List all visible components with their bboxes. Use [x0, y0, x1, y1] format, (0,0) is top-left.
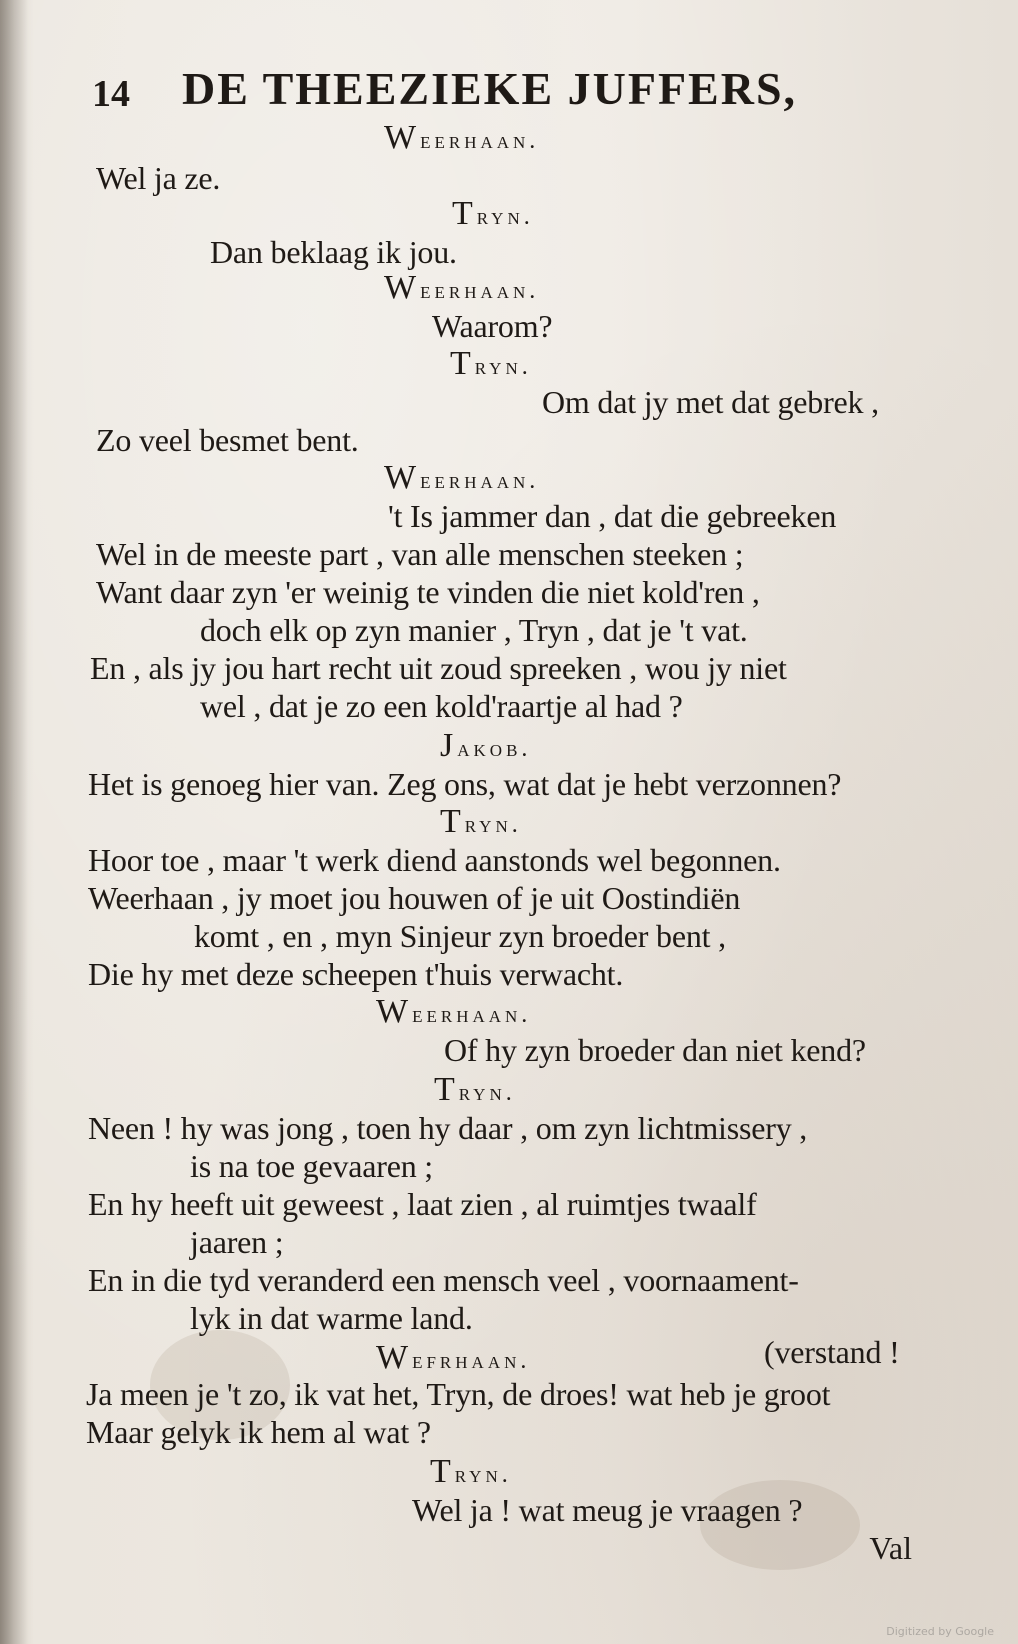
verse-line: Waarom?: [432, 308, 553, 344]
verse-line: En in die tyd veranderd een mensch veel , voornaament-: [88, 1262, 799, 1298]
verse-line: Neen ! hy was jong , toen hy daar , om zyn lichtmissery ,: [88, 1110, 808, 1146]
verse-line: Hoor toe , maar 't werk diend aanstonds wel begonnen.: [88, 842, 781, 878]
speaker-label: Weerhaan.: [384, 119, 540, 156]
verse-line: is na toe gevaaren ;: [190, 1148, 434, 1184]
verse-line: 't Is jammer dan , dat die gebreeken: [388, 498, 837, 534]
verse-line: Of hy zyn broeder dan niet kend?: [444, 1032, 866, 1068]
verse-line: Ja meen je 't zo, ik vat het, Tryn, de droes! wat heb je groot: [86, 1376, 831, 1412]
catchword: Val: [869, 1530, 912, 1566]
speaker-label: Weerhaan.: [384, 269, 540, 306]
speaker-label: Tryn.: [434, 1071, 516, 1108]
verse-line: En hy heeft uit geweest , laat zien , al ruimtjes twaalf: [88, 1186, 757, 1222]
speaker-label: Jakob.: [440, 727, 532, 764]
verse-line: Wel ja ze.: [96, 160, 221, 196]
digitization-watermark: Digitized by Google: [886, 1625, 994, 1638]
verse-line: komt , en , myn Sinjeur zyn broeder bent ,: [194, 918, 726, 954]
speaker-label: Tryn.: [450, 345, 532, 382]
verse-line-overflow: (verstand !: [764, 1334, 900, 1370]
speaker-label: Weerhaan.: [376, 993, 532, 1030]
speaker-label: Wefrhaan.: [376, 1339, 531, 1376]
verse-line: lyk in dat warme land.: [190, 1300, 473, 1336]
running-title: DE THEEZIEKE JUFFERS,: [182, 63, 798, 114]
speaker-label: Tryn.: [430, 1453, 512, 1490]
speaker-label: Tryn.: [440, 803, 522, 840]
verse-line: Want daar zyn 'er weinig te vinden die niet kold'ren ,: [96, 574, 760, 610]
speaker-label: Weerhaan.: [384, 459, 540, 496]
verse-line: Weerhaan , jy moet jou houwen of je uit Oostindiën: [88, 880, 741, 916]
verse-line: Dan beklaag ik jou.: [210, 234, 457, 270]
verse-line: wel , dat je zo een kold'raartje al had ?: [200, 688, 683, 724]
verse-line: En , als jy jou hart recht uit zoud spreeken , wou jy niet: [90, 650, 787, 686]
verse-line: jaaren ;: [190, 1224, 284, 1260]
verse-line: Maar gelyk ik hem al wat ?: [86, 1414, 431, 1450]
verse-line: Wel ja ! wat meug je vraagen ?: [412, 1492, 803, 1528]
gutter-shadow: [0, 0, 28, 1644]
verse-line: Het is genoeg hier van. Zeg ons, wat dat je hebt verzonnen?: [88, 766, 842, 802]
page-number: 14: [92, 73, 130, 115]
speaker-label: Tryn.: [452, 195, 534, 232]
verse-line: Zo veel besmet bent.: [96, 422, 359, 458]
verse-line: Wel in de meeste part , van alle menschen steeken ;: [96, 536, 744, 572]
verse-line: Om dat jy met dat gebrek ,: [542, 384, 879, 420]
verse-line: Die hy met deze scheepen t'huis verwacht.: [88, 956, 624, 992]
verse-line: doch elk op zyn manier , Tryn , dat je 't vat.: [200, 612, 748, 648]
